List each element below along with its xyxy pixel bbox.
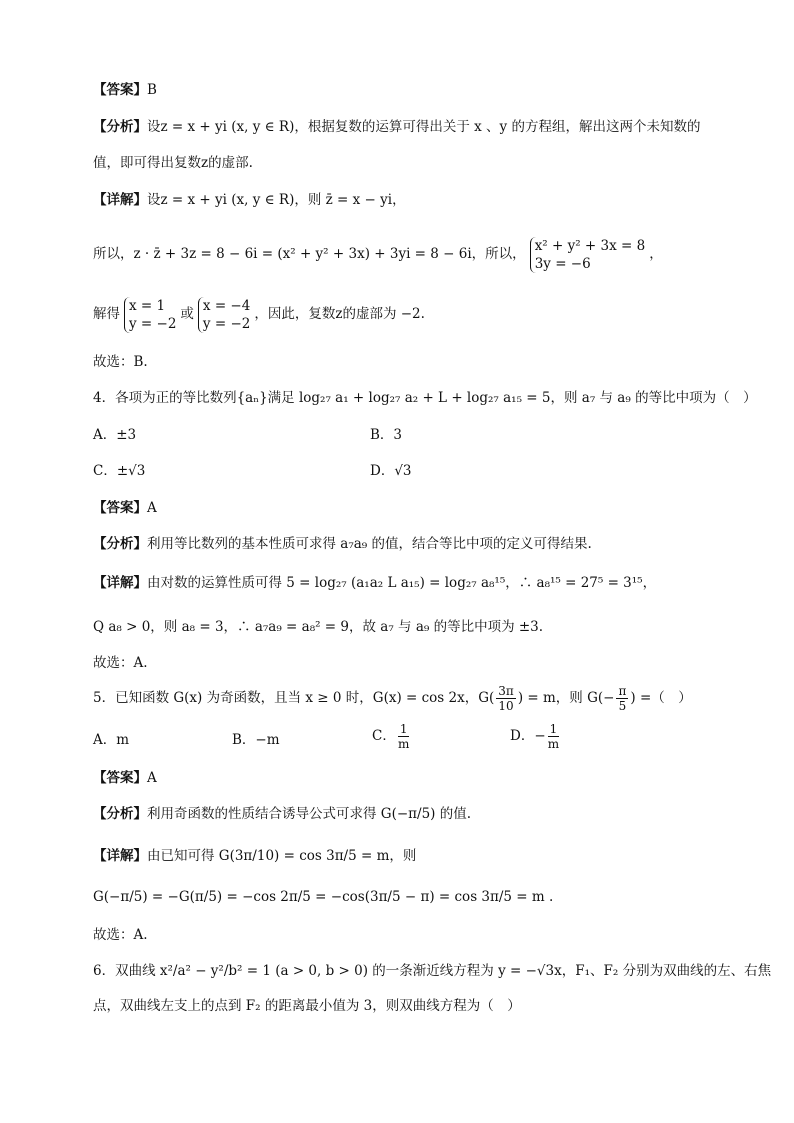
q3-analysis: [93, 117, 734, 137]
analysis-text-2: 值，即可得出复数z的虚部.: [93, 155, 253, 171]
q3-analysis-cont: [93, 153, 734, 173]
q5-choose: [93, 925, 734, 945]
system-row: x² + y² + 3x = 8: [534, 237, 646, 254]
q3-detail-2: [93, 234, 734, 274]
q6-stem-1: [93, 961, 772, 981]
option-label: B．3: [370, 427, 403, 443]
detail-text-1: 由对数的运算性质可得 5 = log₂₇ (a₁a₂ L a₁₅) = log₂₇ a₈¹⁵，∴ a₈¹⁵ = 27⁵ = 3¹⁵，: [147, 575, 657, 591]
q5-option-b[interactable]: [232, 730, 280, 750]
numerator: π: [618, 684, 627, 698]
fraction: [496, 684, 516, 713]
option-label: D．−: [510, 728, 546, 744]
detail-text-2: 所以，z · z̄ + 3z = 8 − 6i = (x² + y² + 3x) + 3yi = 8 − 6i，所以，: [93, 246, 526, 262]
equation-system-1: [530, 237, 646, 273]
q4-option-b[interactable]: [370, 425, 402, 445]
fraction: [548, 722, 560, 751]
question-stem: 6．双曲线 x²/a² − y²/b² = 1 (a > 0, b > 0) 的一条渐近线方程为 y = −√3x，F₁、F₂ 分别为双曲线的左、右焦: [93, 963, 772, 979]
q4-option-c[interactable]: [93, 461, 145, 481]
q5-detail-2: [93, 887, 734, 907]
q4-stem: [93, 388, 757, 408]
option-label: B．−m: [232, 732, 280, 748]
question-stem-cont: 点，双曲线左支上的点到 F₂ 的距离最小值为 3，则双曲线方程为（ ）: [93, 998, 521, 1014]
option-label: A．±3: [93, 427, 137, 443]
choose-text: 故选：A.: [93, 655, 148, 671]
detail-text-1: 设z = x + yi (x, y ∈ R)，则 z̄ = x − yi，: [147, 192, 406, 208]
denominator: m: [547, 737, 560, 751]
system-row: x = 1: [129, 297, 166, 314]
detail-text-2: G(−π/5) = −G(π/5) = −cos 2π/5 = −cos(3π/5 − π) = cos 3π/5 = m .: [93, 889, 554, 905]
q4-analysis: [93, 534, 734, 554]
q4-choose: [93, 653, 734, 673]
option-label: D．√3: [370, 463, 412, 479]
q4-detail-1: [93, 573, 734, 593]
analysis-label: 【分析】: [93, 536, 147, 552]
stem-mid: = m，则 G: [523, 690, 598, 706]
equation-system-3: [198, 297, 250, 333]
denominator: m: [397, 737, 410, 751]
detail-label: 【详解】: [93, 575, 147, 591]
option-label: C．±√3: [93, 463, 146, 479]
q5-option-a[interactable]: [93, 730, 129, 750]
q5-answer: [93, 768, 734, 788]
stem-suffix: =（ ）: [635, 690, 692, 706]
q3-answer: [93, 80, 734, 100]
choose-text: 故选：A.: [93, 927, 148, 943]
q3-choose: [93, 352, 734, 372]
question-stem: 5．已知函数 G(x) 为奇函数，且当 x ≥ 0 时，G(x) = cos 2x，G: [93, 690, 490, 706]
detail-label: 【详解】: [93, 848, 147, 864]
or-word: 或: [180, 306, 194, 322]
option-label: A．m: [93, 732, 130, 748]
q5-option-c[interactable]: [372, 722, 411, 751]
system-row: x = −4: [202, 297, 251, 314]
answer-label: 【答案】: [93, 500, 147, 516]
q3-solve: [93, 294, 734, 334]
q5-detail-1: [93, 846, 734, 866]
denominator: 5: [618, 699, 627, 713]
q5-stem: 5．已知函数 G(x) 为奇函数，且当 x ≥ 0 时，G(x) = cos 2x，G( $\frac{3\pi}{10}$ ) = m，则 G(− $\frac{\pi}{5}$ ) =（ ）: [93, 684, 692, 713]
q4-option-d[interactable]: [370, 461, 412, 481]
question-stem: 4．各项为正的等比数列{aₙ}满足 log₂₇ a₁ + log₂₇ a₂ + L + log₂₇ a₁₅ = 5，则 a₇ 与 a₉ 的等比中项为（ ）: [93, 390, 757, 406]
fraction: [616, 684, 628, 713]
analysis-label: 【分析】: [93, 806, 147, 822]
q4-detail-2: [93, 617, 734, 637]
detail-text-2: Q a₈ > 0，则 a₈ = 3，∴ a₇a₉ = a₈² = 9，故 a₇ 与 a₉ 的等比中项为 ±3.: [93, 619, 544, 635]
detail-label: 【详解】: [93, 192, 147, 208]
numerator: 1: [399, 722, 408, 736]
denominator: 10: [498, 699, 514, 713]
equation-system-2: [124, 297, 176, 333]
analysis-text: 利用等比数列的基本性质可求得 a₇a₉ 的值，结合等比中项的定义可得结果.: [147, 536, 592, 552]
choose-text: 故选：B.: [93, 354, 148, 370]
analysis-text: 利用奇函数的性质结合诱导公式可求得 G(−π/5) 的值.: [147, 806, 472, 822]
solve-prefix: 解得: [93, 306, 120, 322]
fraction: [398, 722, 410, 751]
q4-answer: [93, 498, 734, 518]
answer-label: 【答案】: [93, 82, 147, 98]
solve-suffix: ，因此，复数z的虚部为 −2.: [254, 306, 425, 322]
answer-value: B: [147, 82, 157, 98]
system-row: y = −2: [202, 315, 251, 332]
q5-analysis: [93, 804, 734, 824]
answer-label: 【答案】: [93, 770, 147, 786]
numerator: 3π: [498, 684, 514, 698]
detail-text-2-suffix: ，: [649, 246, 663, 262]
option-label: C．: [372, 728, 396, 744]
q6-stem-2: [93, 996, 734, 1016]
numerator: 1: [549, 722, 558, 736]
q4-option-a[interactable]: [93, 425, 136, 445]
q5-option-d[interactable]: [510, 722, 561, 751]
analysis-text: 设z = x + yi (x, y ∈ R)，根据复数的运算可得出关于 x 、y 的方程组，解出这两个未知数的: [147, 119, 701, 135]
answer-value: A: [147, 770, 157, 786]
analysis-label: 【分析】: [93, 119, 147, 135]
system-row: 3y = −6: [534, 255, 591, 272]
answer-value: A: [147, 500, 157, 516]
system-row: y = −2: [129, 315, 177, 332]
q3-detail-1: [93, 190, 734, 210]
detail-text-1: 由已知可得 G(3π/10) = cos 3π/5 = m，则: [147, 848, 417, 864]
